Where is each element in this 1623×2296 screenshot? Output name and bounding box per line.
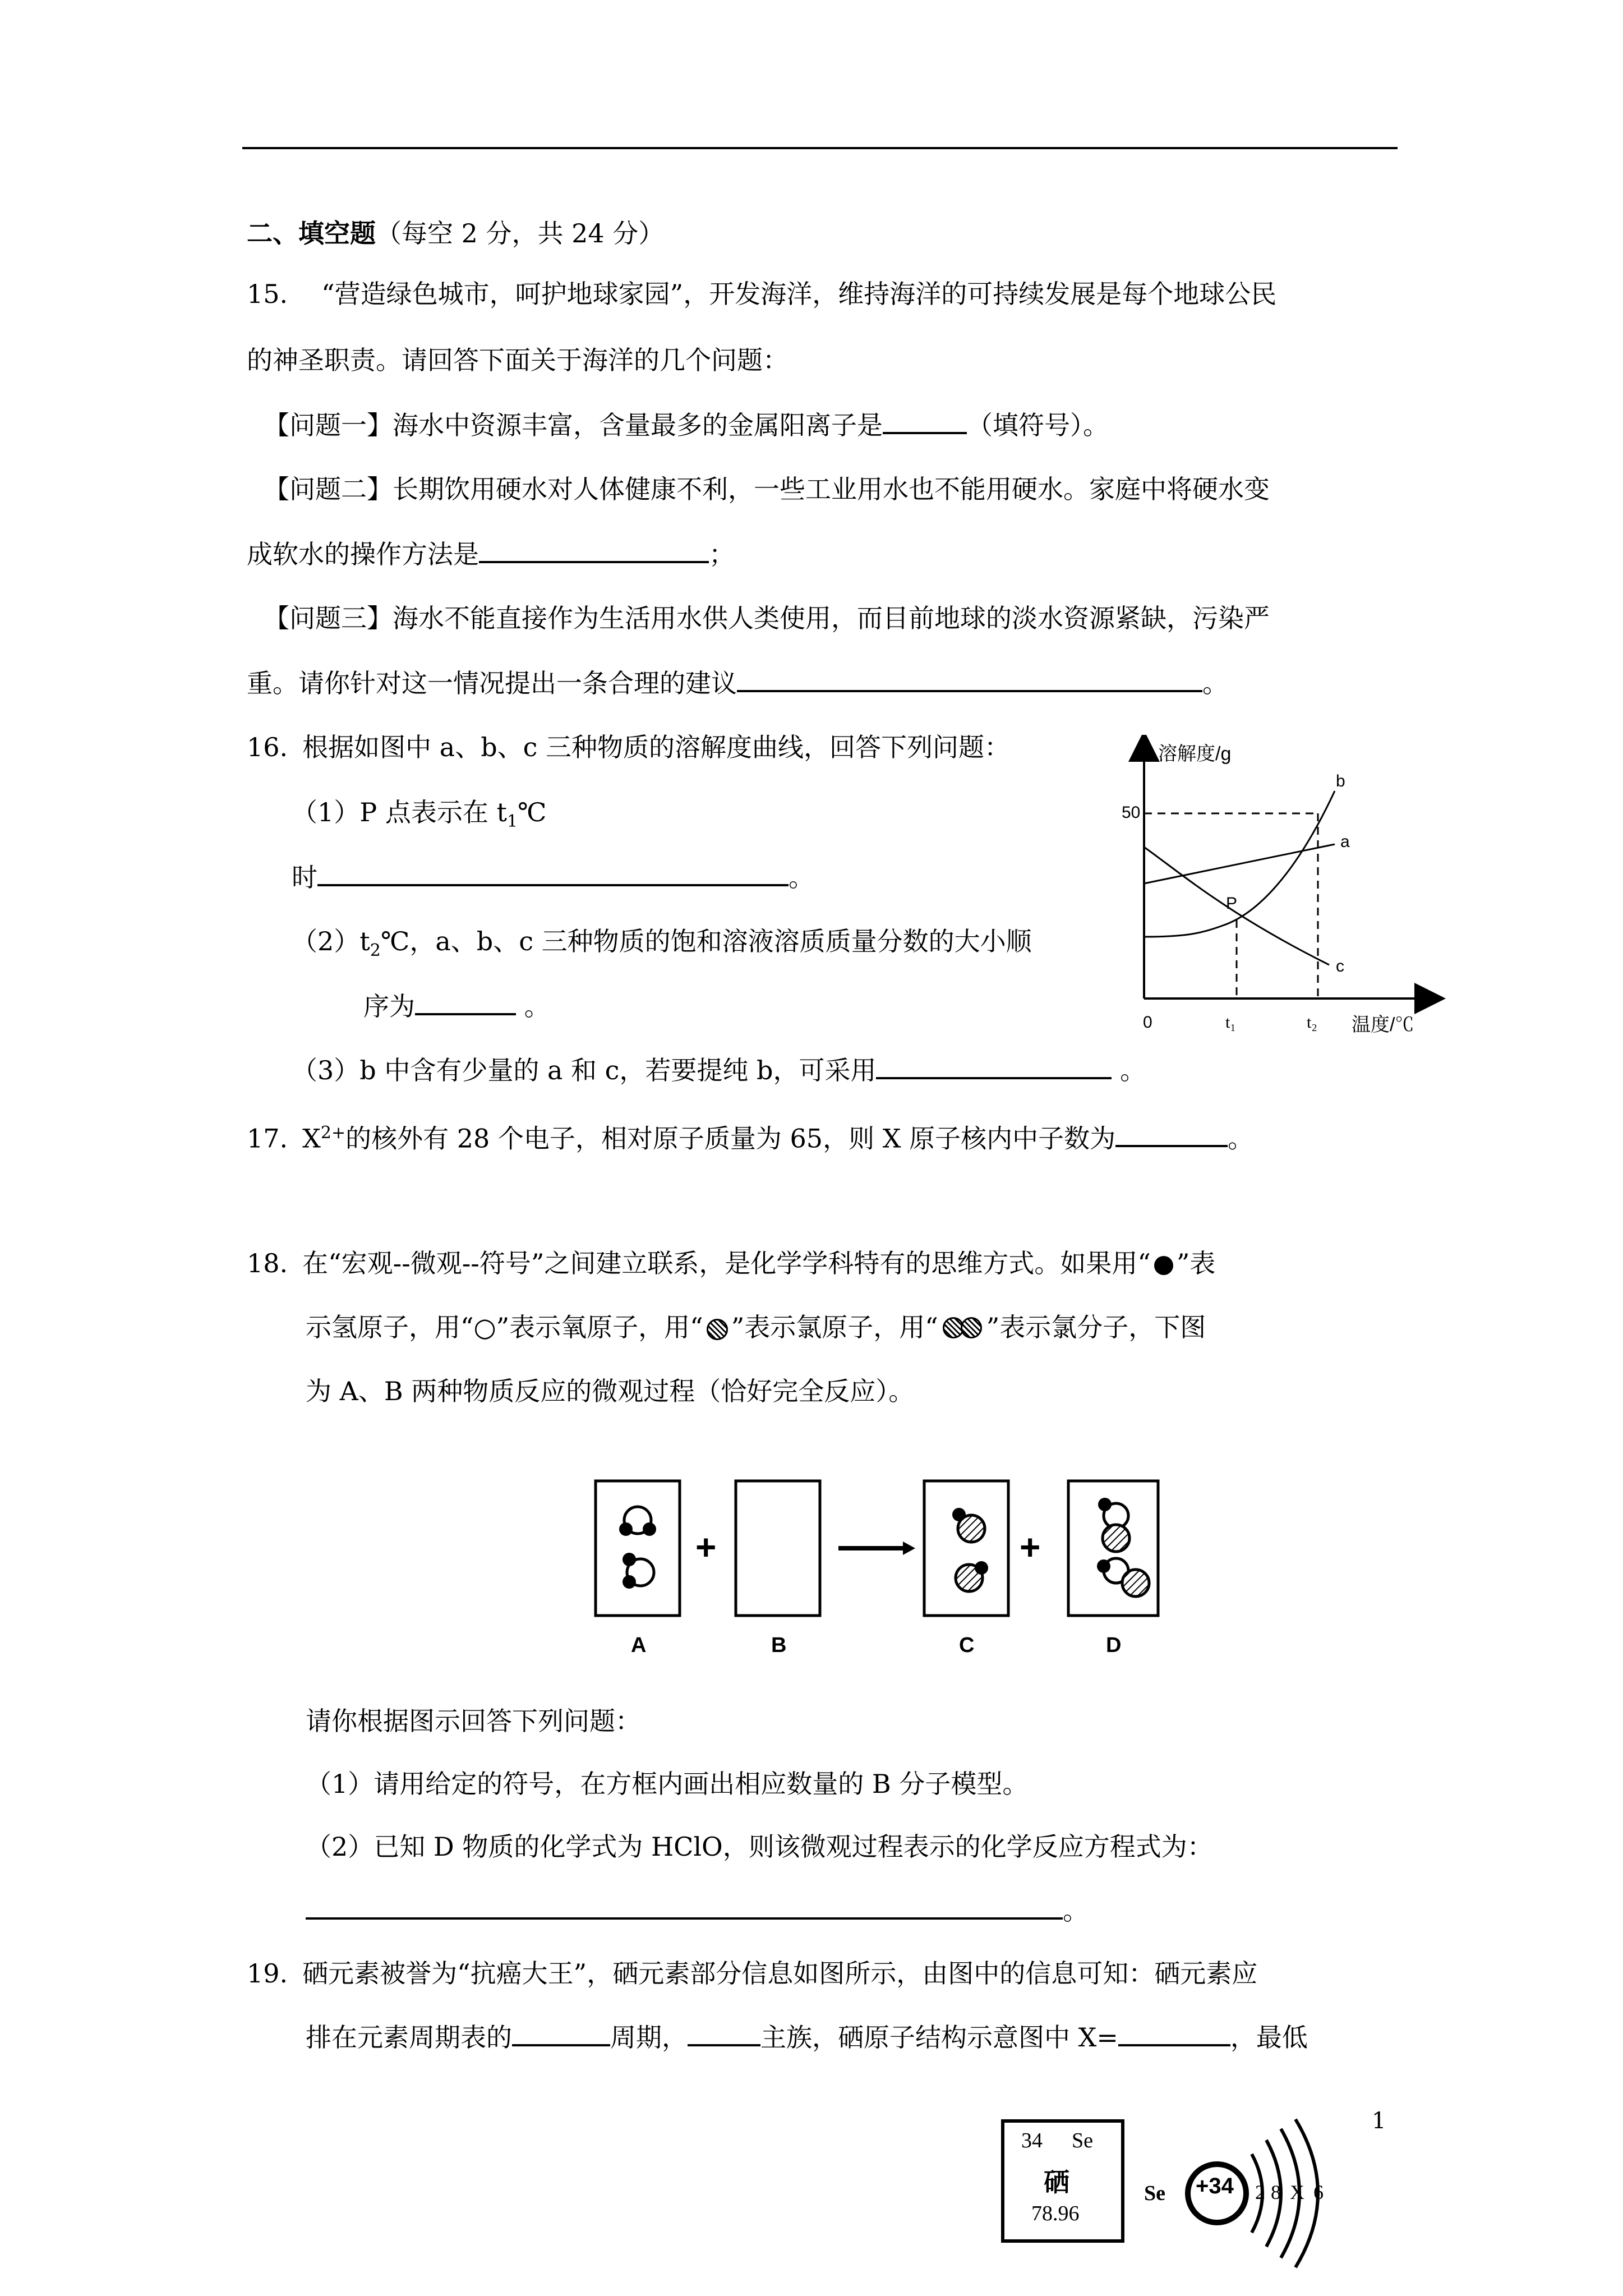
origin-label: 0 (1143, 1013, 1152, 1032)
q16-intro (247, 730, 1010, 764)
chlorine-symbol (707, 1319, 728, 1340)
label-box-c: C (959, 1634, 975, 1657)
q15-p1-suffix: （填符号）。 (967, 410, 1109, 440)
y-axis-label: 溶解度/g (1158, 743, 1232, 765)
q18-sub2-answer (306, 1893, 1089, 1927)
q19-x-blank[interactable] (1118, 2019, 1230, 2046)
q15-problem1 (264, 407, 1109, 442)
q16-s1-text-2: 时 (292, 862, 317, 892)
q16-s2-blank[interactable] (415, 988, 516, 1015)
q15-p3-blank[interactable] (737, 665, 1202, 692)
chlorine-molecule-symbol (943, 1313, 982, 1346)
q18-text-1: 在“宏观--微观--符号”之间建立联系，是化学学科特有的思维方式。如果用“ (302, 1248, 1151, 1278)
page-number: 1 (1372, 2108, 1386, 2134)
q16-s1-suffix: 。 (789, 862, 814, 892)
q18-prompt-text: 请你根据图示回答下列问题： (306, 1706, 641, 1736)
q18-line3 (306, 1374, 914, 1408)
q17-line (247, 1116, 1253, 1155)
shell-4-count: 6 (1313, 2181, 1324, 2203)
box-a-molecule-2 (623, 1553, 654, 1589)
q19-text-2d: ，最低 (1230, 2022, 1308, 2053)
solubility-graph (1116, 735, 1453, 1049)
section-note: （每空 2 分，共 24 分） (376, 218, 665, 249)
q18-s2-text: （2）已知 D 物质的化学式为 HClO，则该微观过程表示的化学反应方程式为： (306, 1832, 1213, 1862)
box-b[interactable] (736, 1481, 820, 1616)
q17-text: 的核外有 28 个电子，相对原子质量为 65，则 X 原子核内中子数为 (345, 1123, 1116, 1154)
q18-text-1b: ”表 (1176, 1248, 1216, 1278)
q18-line1 (247, 1246, 1215, 1280)
q18-prompt (306, 1704, 641, 1738)
q19-text-2c: 主族，硒原子结构示意图中 X= (760, 2022, 1118, 2053)
element-symbol: Se (1072, 2129, 1093, 2152)
q18-text-3: 为 A、B 两种物质反应的微观过程（恰好完全反应）。 (306, 1376, 915, 1406)
q17-blank[interactable] (1115, 1120, 1228, 1147)
q15-p3-text-2: 重。请你针对这一情况提出一条合理的建议 (247, 668, 737, 698)
label-box-a: A (631, 1634, 647, 1657)
q18-line2 (306, 1310, 1206, 1346)
q15-p3-text: 【问题三】海水不能直接作为生活用水供人类使用，而目前地球的淡水资源紧缺，污染严 (264, 603, 1270, 633)
q16-s2-subscript: 2 (370, 941, 381, 961)
q15-problem2-cont (247, 536, 735, 571)
q16-s2-text-b: ℃，a、b、c 三种物质的饱和溶液溶质质量分数的大小顺 (380, 926, 1032, 956)
element-name: 硒 (1044, 2168, 1069, 2197)
q15-problem2 (264, 472, 1270, 506)
q15-line1 (247, 277, 1276, 311)
q15-text-1: “营造绿色城市，呵护地球家园”，开发海洋，维持海洋的可持续发展是每个地球公民 (321, 279, 1277, 309)
arrow-head (903, 1542, 915, 1555)
q18-sub2 (306, 1830, 1213, 1864)
q16-intro-text: 根据如图中 a、b、c 三种物质的溶解度曲线，回答下列问题： (302, 732, 1011, 762)
box-d-molecule-1 (1098, 1498, 1129, 1552)
q15-p2-text-2: 成软水的操作方法是 (247, 539, 479, 569)
section-heading (247, 217, 664, 250)
nucleus-charge: +34 (1196, 2174, 1234, 2198)
q15-p2-suffix: ； (709, 539, 735, 569)
q19-text-1: 硒元素被誉为“抗癌大王”，硒元素部分信息如图所示，由图中的信息可知：硒元素应 (302, 1958, 1258, 1989)
atom-symbol: Se (1144, 2182, 1165, 2205)
q18-text-2: 示氢原子，用“○”表示氧原子，用“ (306, 1312, 703, 1342)
label-a: a (1340, 832, 1350, 851)
q19-period-blank[interactable] (512, 2019, 610, 2046)
box-d-molecule-2 (1097, 1558, 1149, 1596)
q16-number: 16. (247, 732, 288, 762)
q16-s2-suffix: 。 (516, 991, 550, 1022)
q18-text-2c: ”表示氯分子，下图 (986, 1312, 1206, 1342)
label-c: c (1336, 957, 1344, 976)
q15-line2 (247, 343, 789, 377)
q19-text-2a: 排在元素周期表的 (306, 2022, 512, 2053)
q18-number: 18. (247, 1248, 288, 1278)
q19-number: 19. (247, 1958, 288, 1989)
q18-text-2b: ”表示氯原子，用“ (731, 1312, 938, 1342)
q16-sub3 (292, 1052, 1146, 1087)
q16-sub2 (292, 924, 1032, 968)
q16-s3-blank[interactable] (876, 1052, 1112, 1079)
q15-number: 15. (247, 279, 288, 309)
q16-sub1-cont (292, 859, 814, 894)
selenium-atom-diagram (1133, 2115, 1357, 2283)
q16-s3-text: （3）b 中含有少量的 a 和 c，若要提纯 b，可采用 (292, 1055, 877, 1085)
q16-s3-suffix: 。 (1112, 1055, 1146, 1085)
element-mass: 78.96 (1031, 2202, 1080, 2225)
hydrogen-symbol (1154, 1256, 1173, 1275)
plus-1: + (695, 1527, 717, 1567)
y-tick-50: 50 (1122, 803, 1141, 822)
element-number: 34 (1021, 2129, 1043, 2152)
q16-s2-text: （2）t (292, 926, 370, 956)
label-box-d: D (1106, 1634, 1122, 1657)
q16-s1-unit: ℃ (518, 797, 547, 827)
q16-s1-blank[interactable] (317, 859, 789, 886)
q15-p2-text: 【问题二】长期饮用硬水对人体健康不利，一些工业用水也不能用硬水。家庭中将硬水变 (264, 474, 1270, 504)
shell-2-count: 8 (1271, 2181, 1281, 2203)
q17-number: 17. (247, 1123, 288, 1154)
q18-sub1 (306, 1767, 1028, 1801)
box-a-molecule-1 (619, 1507, 656, 1536)
t2-label: t₂ (1307, 1013, 1317, 1032)
x-axis-label: 温度/℃ (1352, 1014, 1414, 1036)
label-b: b (1336, 772, 1345, 790)
shell-3-count: X (1290, 2181, 1304, 2203)
q19-line2 (306, 2019, 1308, 2054)
header-rule (242, 147, 1398, 149)
q16-s1-subscript: 1 (506, 812, 518, 832)
q17-x: X (302, 1123, 321, 1154)
q16-sub1 (292, 795, 547, 839)
section-title: 二、填空题 (247, 218, 376, 249)
q15-problem3 (264, 601, 1270, 635)
q16-s2-text-2: 序为 (363, 991, 415, 1022)
shell-1-count: 2 (1255, 2181, 1265, 2203)
q16-sub2-cont (363, 988, 550, 1023)
q15-p1-blank[interactable] (883, 407, 967, 434)
box-c (924, 1481, 1008, 1616)
label-box-b: B (771, 1634, 787, 1657)
q19-text-2b: 周期， (610, 2022, 688, 2053)
q18-equation-blank[interactable] (306, 1893, 1063, 1920)
box-a (596, 1481, 680, 1616)
q15-p1-text: 【问题一】海水中资源丰富，含量最多的金属阳离子是 (264, 410, 883, 440)
q15-text-2: 的神圣职责。请回答下面关于海洋的几个问题： (247, 345, 789, 375)
t1-label: t₁ (1225, 1013, 1236, 1032)
box-c-molecule-1 (952, 1508, 985, 1542)
q19-group-blank[interactable] (688, 2019, 760, 2046)
box-c-molecule-2 (956, 1561, 988, 1591)
q17-suffix: 。 (1228, 1123, 1254, 1154)
q18-s1-text: （1）请用给定的符号，在方框内画出相应数量的 B 分子模型。 (306, 1769, 1029, 1799)
q18-s2-suffix: 。 (1063, 1895, 1089, 1926)
q15-p2-blank[interactable] (479, 536, 709, 563)
curve-a (1144, 844, 1335, 884)
reaction-diagram (589, 1470, 1211, 1660)
label-p: P (1226, 894, 1238, 913)
q15-p3-suffix: 。 (1202, 668, 1228, 698)
q17-superscript: 2+ (320, 1123, 346, 1143)
element-card (1001, 2119, 1124, 2243)
q15-problem3-cont (247, 665, 1228, 700)
plus-2: + (1020, 1527, 1041, 1567)
q19-line1 (247, 1957, 1257, 1990)
q16-s1-text: （1）P 点表示在 t (292, 797, 507, 827)
